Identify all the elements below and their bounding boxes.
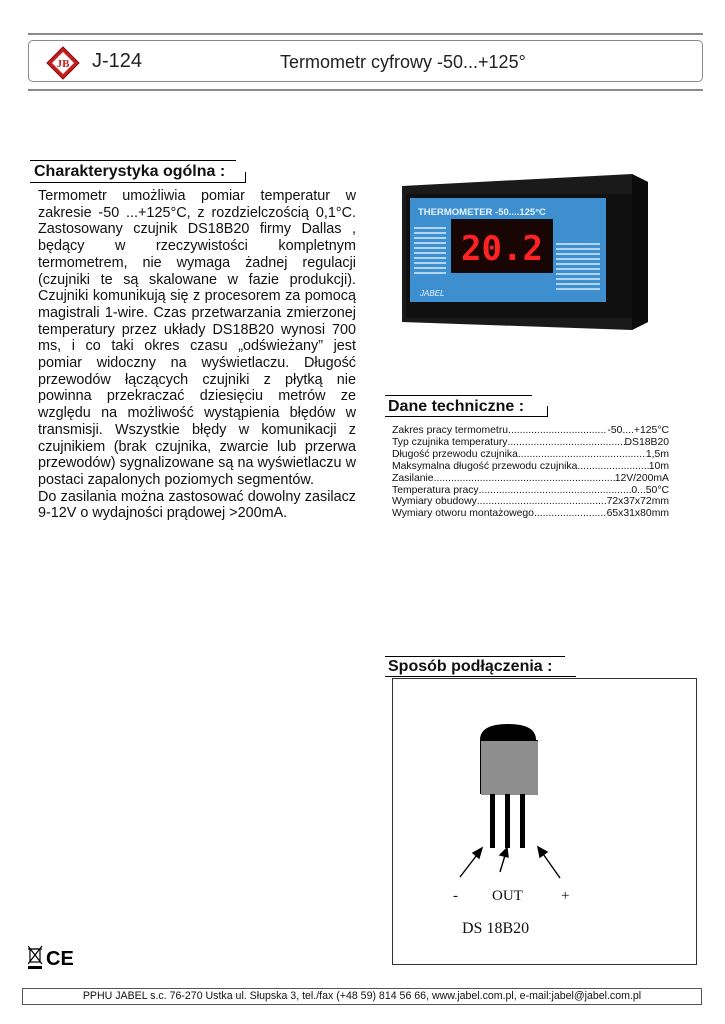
- tech-heading-overline: [385, 395, 532, 396]
- description-paragraph-1: Termometr umożliwia pomiar temperatur w zakresie -50 ...+125°C, z rozdzielczością 0,1°C. Zastosowany czujnik DS18B20 firmy Dallas , będący w rzeczywistości kompletnym termometrem, nie wymaga żadnej regulacji (czujniki te są skalowane w fazie produkcji). Czujniki komunikują się z procesorem za pomocą magistrali 1-wire. Czas przetwarzania zmierzonej temperatury przez układy DS18B20 wynosi 700 ms, i co taki okres czasu „odświeżany” jest pomiar widoczny na wyświetlaczu. Długość przewodów łączących czujniki z płytką nie powinna przekraczać dziesięciu metrów ze względu na możliwość wystąpienia błędów w transmisji. Wszystkie błędy w komunikacji z czujnikiem (brak czujnika, zwarcie lub przerwa przewodów) sygnalizowane są na wyświetlaczu w postaci zapalonych poziomych segmentów.: [38, 188, 356, 488]
- tech-row-leader: [534, 508, 607, 520]
- tech-row-value: DS18B20: [624, 436, 669, 448]
- tech-row-value: 1,5m: [645, 448, 669, 460]
- general-heading-overline: [30, 160, 236, 161]
- connection-heading-underline: [385, 676, 576, 677]
- tech-row: [392, 437, 669, 449]
- tech-row: [392, 461, 669, 473]
- sensor-leg-vcc: [520, 794, 525, 848]
- document-title: Termometr cyfrowy -50...+125°: [280, 52, 526, 72]
- pin-label-gnd: -: [453, 888, 458, 904]
- header-top-rule: [28, 33, 703, 35]
- general-description: [38, 188, 356, 522]
- device-image: [396, 172, 652, 332]
- tech-row-value: 10m: [648, 460, 669, 472]
- header-bottom-rule: [28, 89, 703, 91]
- tech-row-leader: [508, 437, 625, 449]
- tech-row-leader: [518, 449, 646, 461]
- tech-row-value: 65x31x80mm: [606, 508, 669, 520]
- tech-heading-underline: [385, 416, 548, 417]
- tech-row-leader: [434, 473, 615, 485]
- tech-row-value: -50....+125°C: [607, 425, 669, 436]
- tech-row-label: Wymiary obudowy: [392, 496, 477, 508]
- compliance-marks: [28, 944, 76, 970]
- tech-row-value: 72x37x72mm: [606, 496, 669, 508]
- general-heading-tick: [245, 172, 246, 183]
- device-panel-label: THERMOMETER -50....125°C: [418, 207, 546, 218]
- general-heading: Charakterystyka ogólna :: [34, 163, 226, 180]
- tech-row-label: Długość przewodu czujnika: [392, 448, 518, 460]
- tech-row-label: Typ czujnika temperatury: [392, 436, 508, 448]
- tech-row: [392, 425, 669, 437]
- tech-row: [392, 508, 669, 520]
- tech-row-label: Zasilanie: [392, 472, 434, 484]
- description-paragraph-2: Do zasilania można zastosować dowolny zasilacz 9-12V o wydajności prądowej >200mA.: [38, 488, 356, 522]
- tech-row: [392, 449, 669, 461]
- model-number: J-124: [92, 50, 143, 72]
- jabel-logo: [46, 46, 80, 80]
- sensor-leg-gnd: [490, 794, 495, 848]
- general-heading-underline: [30, 182, 245, 183]
- tech-row-leader: [477, 496, 607, 508]
- tech-row: [392, 496, 669, 508]
- tech-row-label: Temperatura pracy: [392, 484, 479, 496]
- ce-mark: CE: [46, 948, 74, 970]
- tech-row-label: Wymiary otworu montażowego: [392, 508, 534, 520]
- pin-label-out: OUT: [492, 888, 523, 904]
- sensor-name: DS 18B20: [462, 920, 530, 937]
- tech-row-value: 12V/200mA: [614, 472, 669, 484]
- sensor-leg-out: [505, 794, 510, 848]
- device-brand: JABEL: [420, 289, 445, 298]
- pin-label-vcc: +: [561, 888, 570, 904]
- tech-row-label: Maksymalna długość przewodu czujnika: [392, 460, 578, 472]
- tech-row-leader: [577, 461, 648, 473]
- tech-row: [392, 473, 669, 485]
- connection-heading-overline: [385, 656, 565, 657]
- tech-row-value: 0...50°C: [631, 484, 669, 496]
- weee-bin-icon: [28, 946, 42, 969]
- tech-table: [392, 425, 669, 520]
- tech-row: [392, 485, 669, 497]
- tech-heading: Dane techniczne :: [388, 398, 525, 415]
- connection-heading: Sposób podłączenia :: [388, 658, 553, 675]
- tech-heading-tick: [547, 406, 548, 417]
- tech-row-leader: [479, 485, 632, 497]
- logo-text: JB: [56, 58, 70, 70]
- tech-row-leader: [508, 425, 607, 437]
- device-reading: 20.2: [461, 229, 543, 269]
- tech-row-label: Zakres pracy termometru: [392, 425, 509, 436]
- connection-diagram: [392, 678, 697, 965]
- sensor-body: [481, 741, 538, 795]
- footer-contact: PPHU JABEL s.c. 76-270 Ustka ul. Słupska 3, tel./fax (+48 59) 814 56 66, www.jabel.com.pl, e-mail:jabel@jabel.com.pl: [22, 988, 702, 1005]
